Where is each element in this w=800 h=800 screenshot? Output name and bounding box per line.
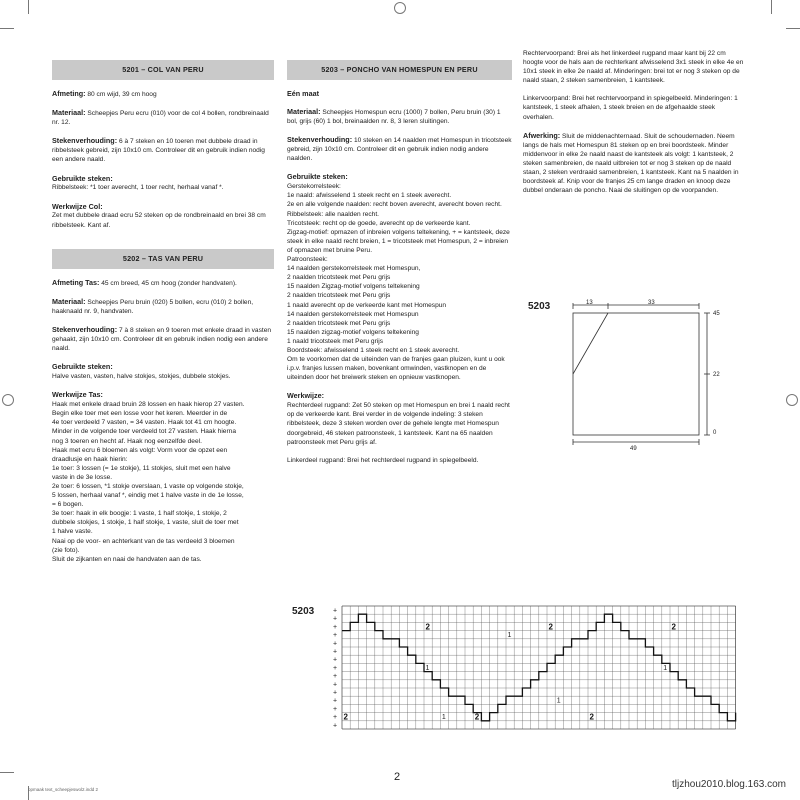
poncho-steken-line: 1e naald: afwisselend 1 steek recht en 1 steek averecht.	[287, 192, 452, 200]
rechtervoorpand-text: Rechtervoorpand: Brei als het linkerdeel rugpand maar kant bij 22 cm hoogte voor de hals aan de rechterkant afwisselend 3x1 steek in elke 4e en 10x1 steek in elke 2e naald af. Minderingen: brei tot er nog 3 steken op de naald staan, 2 steken samenbreien, 1 kantsteek.	[523, 50, 744, 85]
col-materiaal: Materiaal: Scheepjes Peru ecru (010) voor de col 4 bollen, rondbreinaald nr. 12.	[52, 108, 269, 127]
poncho-steken-line: Gerstekorrelsteek:	[287, 183, 341, 191]
column-right	[523, 49, 745, 204]
poncho-steken-line: 14 naalden gerstekorrelsteek met Homespun,	[287, 265, 421, 273]
schematic-panel-outline	[573, 313, 699, 435]
tas-werkwijze-line: 2e toer: 6 lossen, *1 stokje overslaan, 1 vaste op volgende stokje,	[52, 482, 244, 490]
poncho-stekenverhouding: Stekenverhouding: 10 steken en 14 naalden met Homespun in tricotsteek gebreid, zijn 10x10 cm. Controleer dit en gebruik indien nodig andere naalden.	[287, 135, 512, 163]
page-number: 2	[394, 771, 401, 783]
footer-watermark: tljzhou2010.blog.163.com	[672, 779, 786, 790]
tas-werkwijze-line: Minder in de volgende toer verdeeld tot 27 vasten. Haak hierna	[52, 428, 237, 436]
chart-symbol-2: 2	[474, 712, 480, 722]
poncho-steken-line: 2 naalden tricotsteek met Peru grijs	[287, 274, 391, 282]
schematic-dim-top-left: 13	[586, 300, 593, 306]
tas-werkwijze-line: (zie foto).	[52, 546, 80, 554]
poncho-steken-line: 2 naalden tricotsteek met Peru grijs	[287, 292, 391, 300]
linkervoorpand-text: Linkervoorpand: Brei het rechtervoorpand in spiegelbeeld. Minderingen: 1 kantsteek, 1 steek afhalen, 1 steek breien en de afgehaalde steek overhalen.	[523, 95, 738, 121]
poncho-steken-line: Ribbelsteek: alle naalden recht.	[287, 210, 380, 218]
tas-peru-heading: 5202 – TAS VAN PERU	[52, 249, 274, 269]
schematic-dim-right-bottom: 0	[713, 430, 717, 436]
knit-chart-label: 5203	[292, 606, 315, 617]
poncho-steken-line: Patroonsteek:	[287, 256, 328, 264]
tas-gebruikte-steken: Gebruikte steken: Halve vasten, vasten, halve stokjes, stokjes, dubbele stokjes.	[52, 362, 231, 381]
column-middle	[287, 60, 512, 474]
col-stekenverhouding: Stekenverhouding: 6 à 7 steken en 10 toeren met dubbele draad in ribbelsteek gebreid, zijn 10x10 cm. Controleer dit en gebruik indien nodig een andere naald.	[52, 136, 265, 164]
tas-materiaal: Materiaal: Scheepjes Peru bruin (020) 5 bollen, ecru (010) 2 bollen, haaknaald nr. 9, handvaten.	[52, 296, 254, 315]
chart-edge-symbol: +	[333, 705, 338, 713]
chart-edge-symbol: +	[333, 615, 338, 623]
tas-werkwijze-line: Naai op de voor- en achterkant van de tas verdeeld 3 bloemen	[52, 537, 235, 545]
col-afmeting: Afmeting: 80 cm wijd, 39 cm hoog	[52, 88, 157, 98]
poncho-schematic	[560, 300, 735, 450]
chart-symbol-1: 1	[441, 714, 446, 722]
poncho-materiaal: Materiaal: Scheepjes Homespun ecru (1000) 7 bollen, Peru bruin (30) 1 bol, grijs (60) 1 bol, breinaalden nr. 8, 3 leren sluitingen.	[287, 106, 501, 125]
chart-edge-symbol: +	[333, 722, 338, 730]
schematic-dim-right-mid: 22	[713, 372, 720, 378]
chart-edge-symbol: +	[333, 664, 338, 672]
poncho-steken-line: 15 naalden Zigzag-motief volgens teltekening	[287, 283, 420, 291]
poncho-steken-line: 2e en alle volgende naalden: recht boven averecht, averecht boven recht.	[287, 201, 502, 209]
tas-werkwijze-line: draadlusje en haak hierin:	[52, 455, 128, 463]
poncho-gebruikte-steken: Gebruikte steken: Gerstekorrelsteek: 1e naald: afwisselend 1 steek recht en 1 steek averecht. 2e en alle volgende naalden: recht boven averecht, averecht boven recht. Ribbelsteek: alle naalden recht. Tricotsteek: recht op de goede, averecht op de verkeerde kant. Zigzag-motief: opmazen of inbreien volgens teltekening, + = kantsteek, deze steek in elke naald recht breien, 1 = tricotsteek met Homespun, 2 = inbreien of opmazen met bruine Peru. Patroonsteek: 14 naalden gerstekorrelsteek met Homespun, 2 naalden tricotsteek met Peru grijs 15 naalden Zigzag-motief volgens teltekening 2 naalden tricotsteek met Peru grijs 1 naald averecht op de verkeerde kant met Homespun 14 naalden gerstekorrelsteek met Homespun 2 naalden tricotsteek met Peru grijs 15 naalden zigzag-motief volgens teltekening 1 naald tricotsteek met Peru grijs Boordsteek: afwisselend 1 steek recht en 1 steek averecht. Om te voorkomen dat de uiteinden van de franjes gaan pluizen, kunt u ook i.p.v. franjes lussen maken, bovenkant omwinden, vastknopen en de uiteinden door het breiwerk steken en opnieuw vastknopen.	[287, 172, 512, 382]
chart-edge-symbol: +	[333, 640, 338, 648]
tas-werkwijze-line: Haak met ecru 6 bloemen als volgt: Vorm voor de opzet een	[52, 446, 228, 454]
poncho-steken-line: Zigzag-motief: opmazen of inbreien volgens teltekening, + = kantsteek, deze steek in elke naald recht breien, 1 = tricotsteek met Homespun, 2 = inbreien of opmazen met bruine Peru.	[287, 228, 510, 254]
schematic-label: 5203	[528, 301, 551, 312]
afwerking-text: Afwerking: Sluit de middenachternaad. Sluit de schoudernaden. Neem langs de hals met Homespun 81 steken op en brei boordsteek. Minder middenvoor in elke 2e naald naast de kantsteek als volgt: 1 kantsteek, 2 steken samenbreien, de naald uitbreien tot er nog 3 steken op de naald staan, 2 steken verdraaid samenbreien, 1 kantsteek. Kant na 5 naalden in boordsteek af. Knip voor de franjes 25 cm lange draden en knoop deze dubbel onderaan de poncho. Naai de sluitingen op de voorpanden.	[523, 130, 739, 195]
tas-werkwijze-line: vaste in de 3e losse.	[52, 473, 113, 481]
col-gebruikte-steken: Gebruikte steken: Ribbelsteek: *1 toer averecht, 1 toer recht, herhaal vanaf *.	[52, 173, 224, 192]
tas-afmeting: Afmeting Tas: 45 cm breed, 45 cm hoog (zonder handvaten).	[52, 277, 237, 287]
column-left	[52, 60, 274, 573]
crop-mark	[28, 0, 29, 14]
tas-werkwijze-line: 4e toer verdeeld 7 vasten, = 34 vasten. Haak tot 41 cm hoogte.	[52, 419, 237, 427]
tas-werkwijze-line: nog 3 toeren en hecht af. Haak nog eenzelfde deel.	[52, 437, 202, 445]
tas-werkwijze-line: Sluit de zijkanten en naai de handvaten aan de tas.	[52, 555, 202, 563]
schematic-neckline	[573, 313, 608, 374]
chart-symbol-2: 2	[548, 622, 553, 632]
chart-symbol-2: 2	[425, 622, 430, 632]
tas-stekenverhouding: Stekenverhouding: 7 à 8 steken en 9 toeren met enkele draad in vasten gehaakt, zijn 10x10 cm. Controleer dit en gebruik indien nodig een andere naald.	[52, 324, 272, 353]
tas-werkwijze: Werkwijze Tas: Haak met enkele draad bruin 28 lossen en haak hierop 27 vasten. Begin elke toer met een losse voor het keren. Meerder in de 4e toer verdeeld 7 vasten, = 34 vasten. Haak tot 41 cm hoogte. Minder in de volgende toer verdeeld tot 27 vasten. Haak hierna nog 3 toeren en hecht af. Haak nog eenzelfde deel. Haak met ecru 6 bloemen als volgt: Vorm voor de opzet een draadlusje en haak hierin: 1e toer: 3 lossen (= 1e stokje), 11 stokjes, sluit met een halve vaste in de 3e losse. 2e toer: 6 lossen, *1 stokje overslaan, 1 vaste op volgende stokje, 5 lossen, herhaal vanaf *, eindig met 1 halve vaste in de 1e losse, = 6 bogen. 3e toer: haak in elk boogje: 1 vaste, 1 half stokje, 1 stokje, 2 dubbele stokjes, 1 stokje, 1 half stokje, 1 vaste, sluit de toer met 1 halve vaste. Naai op de voor- en achterkant van de tas verdeeld 3 bloemen (zie foto). Sluit de zijkanten en naai de handvaten aan de tas.	[52, 390, 274, 564]
chart-edge-symbol: +	[333, 681, 338, 689]
schematic-dim-right-top: 45	[713, 311, 720, 317]
chart-edge-symbol: +	[333, 714, 338, 722]
poncho-steken-line: 1 naald averecht op de verkeerde kant met Homespun	[287, 301, 447, 309]
poncho-steken-line: 1 naald tricotsteek met Peru grijs	[287, 337, 384, 345]
chart-symbol-1: 1	[556, 697, 561, 705]
chart-edge-symbol: +	[333, 648, 338, 656]
chart-edge-symbol: +	[333, 673, 338, 681]
crop-mark	[0, 28, 14, 29]
col-werkwijze: Werkwijze Col: Zet met dubbele draad ecru 52 steken op de rondbreinaald en brei 38 cm ribbelsteek. Kant af.	[52, 201, 266, 229]
chart-edge-symbol: +	[333, 607, 338, 615]
registration-mark-right	[786, 394, 798, 406]
chart-symbol-1: 1	[425, 664, 430, 672]
poncho-heading: 5203 – PONCHO VAN HOMESPUN EN PERU	[287, 60, 512, 80]
tas-werkwijze-line: 3e toer: haak in elk boogje: 1 vaste, 1 half stokje, 1 stokje, 2	[52, 510, 227, 518]
chart-symbol-1: 1	[507, 632, 512, 640]
chart-edge-symbol: +	[333, 656, 338, 664]
col-peru-heading: 5201 – COL VAN PERU	[52, 60, 274, 80]
tas-werkwijze-line: Haak met enkele draad bruin 28 lossen en haak hierop 27 vasten.	[52, 401, 245, 409]
poncho-werkwijze: Werkwijze: Rechterdeel rugpand: Zet 50 steken op met Homespun en brei 1 naald recht op de verkeerde kant. Brei verder in de volgende indeling: 3 steken ribbelsteek, deze 3 steken worden over de gehele lengte met Homespun doorgebreid, 46 steken patroonsteek, 1 kantsteek. Kant na 65 naalden patroonsteek met Peru grijs af.	[287, 391, 510, 446]
tas-werkwijze-line: 1 halve vaste.	[52, 528, 93, 536]
registration-mark-left	[2, 394, 14, 406]
tas-werkwijze-line: 5 lossen, herhaal vanaf *, eindig met 1 halve vaste in de 1e losse,	[52, 492, 244, 500]
poncho-steken-line: Om te voorkomen dat de uiteinden van de franjes gaan pluizen, kunt u ook i.p.v. franjes lussen maken, bovenkant omwinden, vastknopen en de uiteinden door het breiwerk steken en opnieuw vastknopen.	[287, 356, 505, 382]
poncho-linkerdeel: Linkerdeel rugpand: Brei het rechterdeel rugpand in spiegelbeeld.	[287, 456, 479, 464]
schematic-dim-bottom: 49	[630, 446, 637, 452]
poncho-steken-line: 14 naalden gerstekorrelsteek met Homespun	[287, 310, 419, 318]
poncho-steken-line: 2 naalden tricotsteek met Peru grijs	[287, 319, 391, 327]
tas-werkwijze-line: Begin elke toer met een losse voor het keren. Meerder in de	[52, 410, 228, 418]
chart-symbol-2: 2	[343, 712, 348, 722]
crop-mark	[771, 0, 772, 14]
tas-werkwijze-line: dubbele stokjes, 1 stokje, 1 half stokje, 1 vaste, sluit de toer met	[52, 519, 239, 527]
chart-edge-symbol: +	[333, 689, 338, 697]
chart-symbol-2: 2	[589, 712, 594, 722]
poncho-steken-line: 15 naalden zigzag-motief volgens teltekening	[287, 328, 419, 336]
chart-symbol-1: 1	[663, 664, 668, 672]
poncho-steken-line: Tricotsteek: recht op de goede, averecht op de verkeerde kant.	[287, 219, 471, 227]
schematic-dim-top-mid: 33	[648, 300, 655, 306]
knit-chart	[333, 603, 740, 743]
tas-werkwijze-line: = 6 bogen.	[52, 501, 84, 509]
crop-mark	[786, 28, 800, 29]
chart-edge-symbol: +	[333, 632, 338, 640]
footer-filename: opmaak text_scheepjeswol2.indd 2	[28, 787, 99, 792]
chart-edge-symbol: +	[333, 697, 338, 705]
chart-symbol-2: 2	[671, 622, 676, 632]
tas-werkwijze-line: 1e toer: 3 lossen (= 1e stokje), 11 stokjes, sluit met een halve	[52, 464, 231, 472]
poncho-steken-line: Boordsteek: afwisselend 1 steek recht en 1 steek averecht.	[287, 346, 460, 354]
crop-mark	[0, 772, 14, 773]
poncho-maat: Eén maat	[287, 88, 319, 98]
chart-edge-symbol: +	[333, 623, 338, 631]
registration-mark-top	[394, 2, 406, 14]
